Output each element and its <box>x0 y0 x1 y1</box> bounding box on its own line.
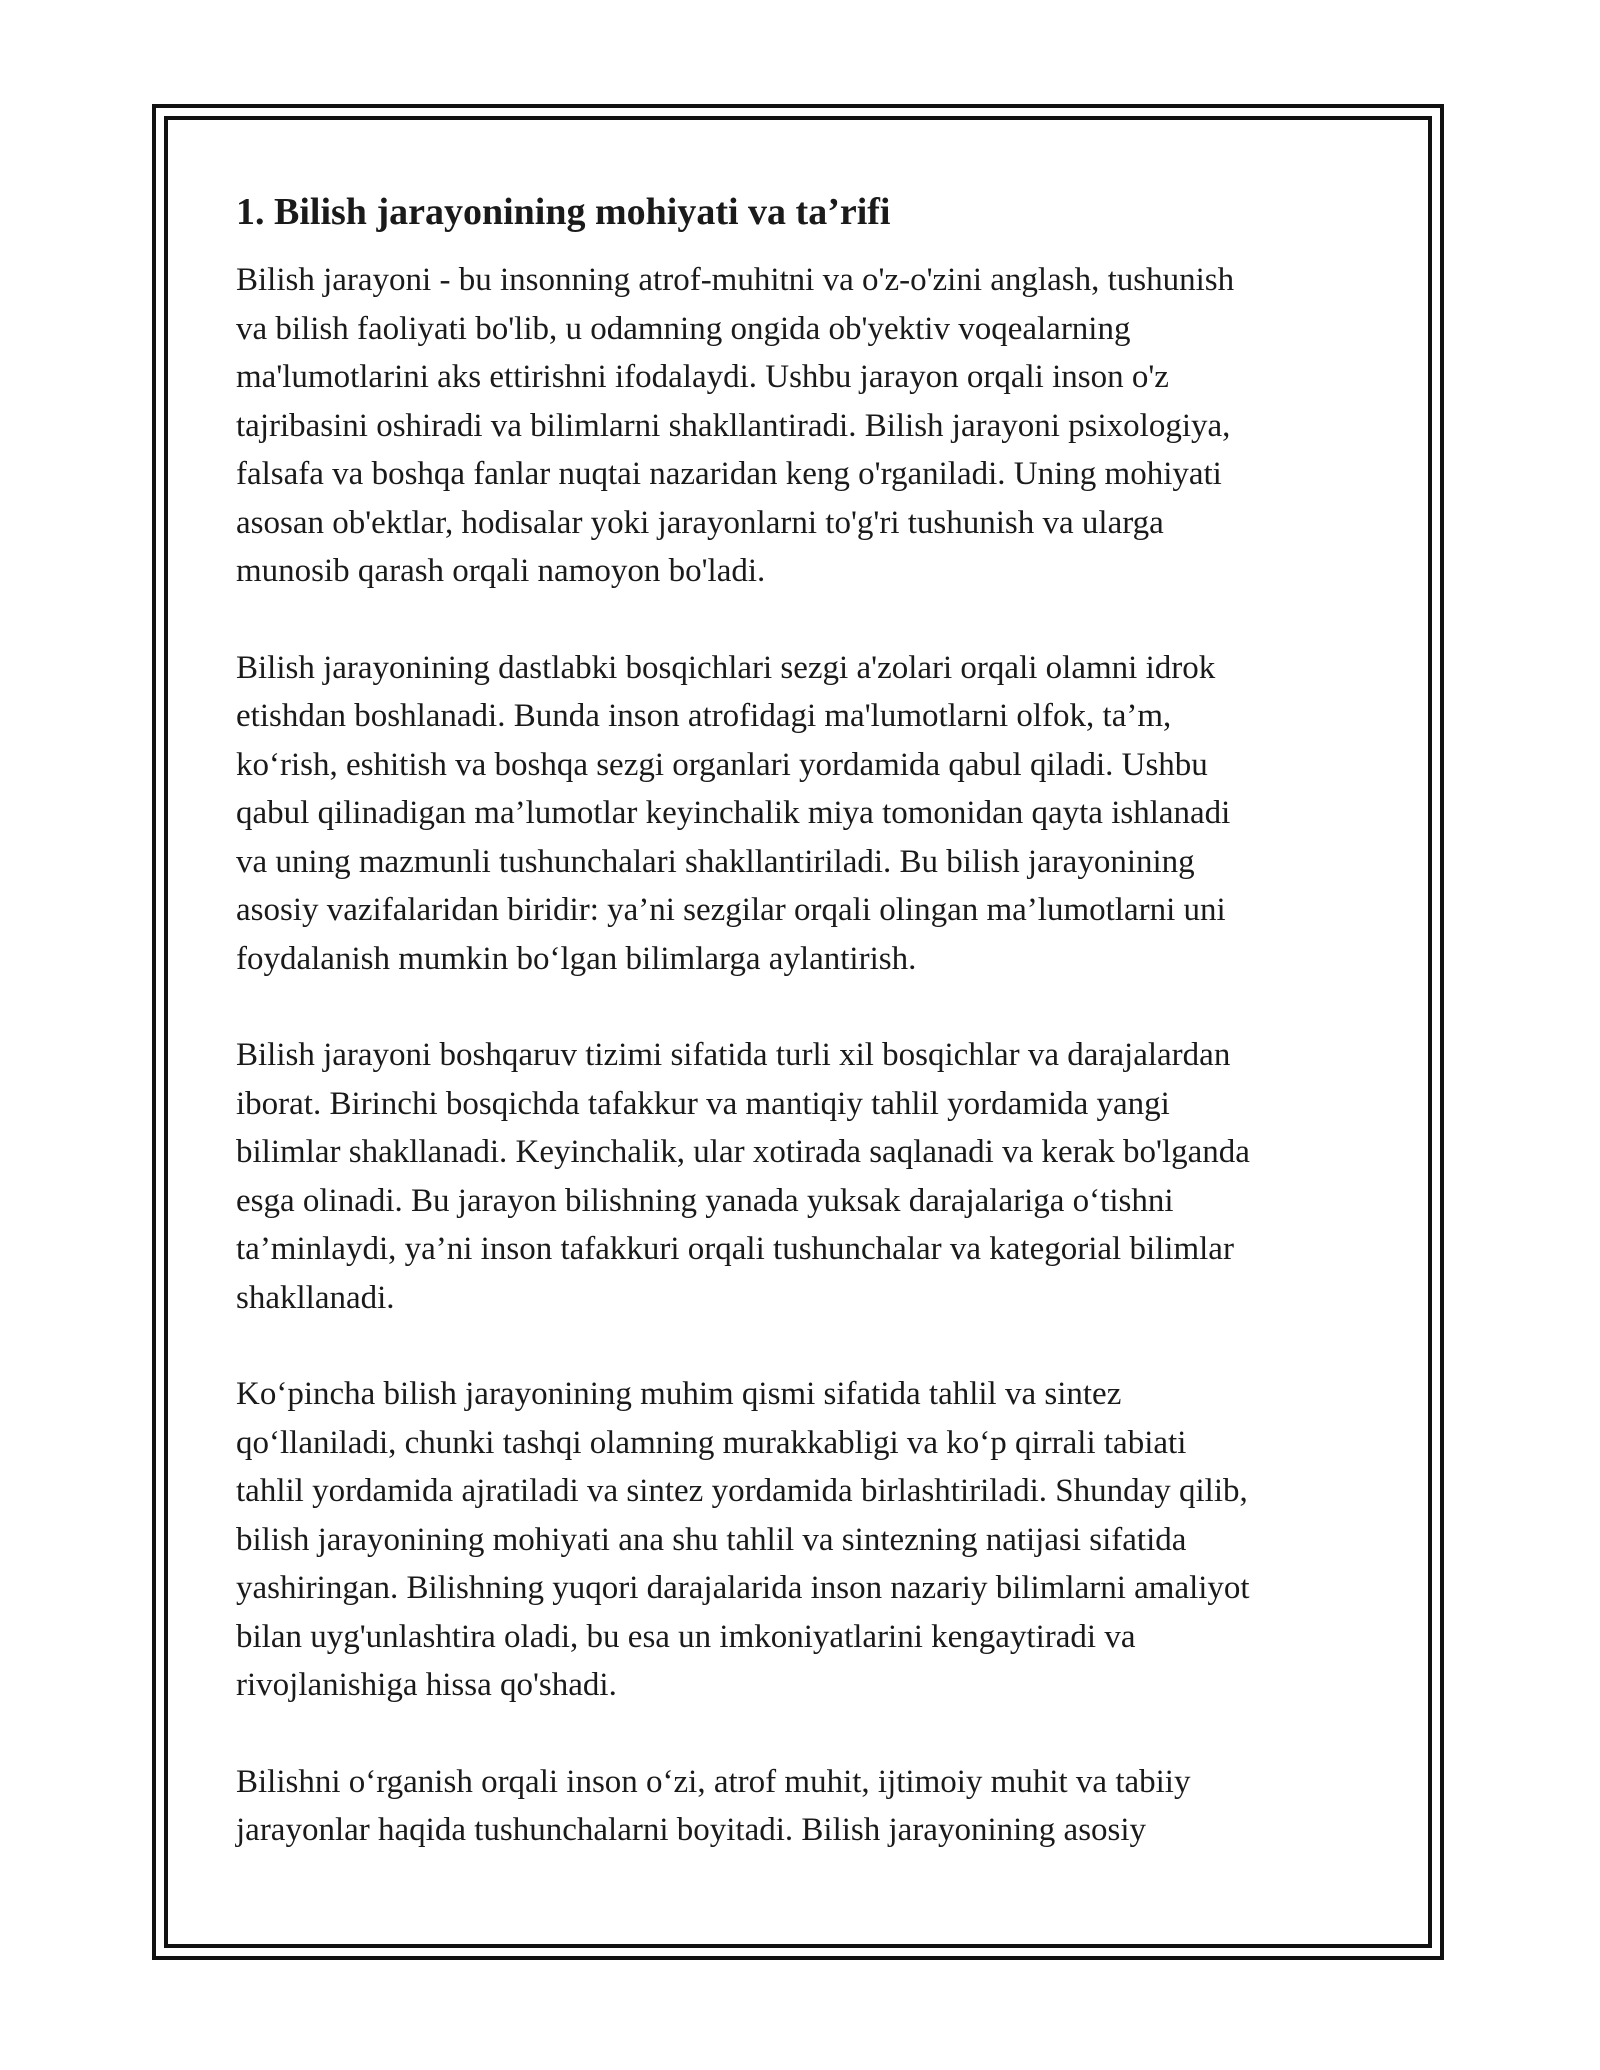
text-line: etishdan boshlanadi. Bunda inson atrofidagi ma'lumotlarni olfok, ta’m, <box>236 698 1172 734</box>
text-line: qabul qilinadigan ma’lumotlar keyinchalik miya tomonidan qayta ishlanadi <box>236 795 1231 831</box>
text-line: Bilish jarayonining dastlabki bosqichlari sezgi a'zolari orqali olamni idrok <box>236 649 1216 686</box>
text-line: asosiy vazifalaridan biridir: ya’ni sezgilar orqali olingan ma’lumotlarni uni <box>236 892 1226 928</box>
text-line: tahlil yordamida ajratiladi va sintez yordamida birlashtiriladi. Shunday qilib, <box>236 1473 1248 1509</box>
paragraph-2 <box>236 644 1366 984</box>
text-line: iborat. Birinchi bosqichda tafakkur va mantiqiy tahlil yordamida yangi <box>236 1085 1170 1122</box>
text-line: va bilish faoliyati bo'lib, u odamning ongida ob'yektiv voqealarning <box>236 310 1131 347</box>
document-body <box>236 186 1366 1903</box>
text-line: esga olinadi. Bu jarayon bilishning yanada yuksak darajalariga o‘tishni <box>236 1182 1174 1219</box>
text-line: ko‘rish, eshitish va boshqa sezgi organlari yordamida qabul qiladi. Ushbu <box>236 746 1208 783</box>
text-line: jarayonlar haqida tushunchalarni boyitadi. Bilish jarayonining asosiy <box>236 1812 1147 1848</box>
text-line: Bilishni o‘rganish orqali inson o‘zi, atrof muhit, ijtimoiy muhit va tabiiy <box>236 1763 1191 1800</box>
text-line: Ko‘pincha bilish jarayonining muhim qismi sifatida tahlil va sintez <box>236 1376 1122 1412</box>
text-line: ta’minlaydi, ya’ni inson tafakkuri orqali tushunchalar va kategorial bilimlar <box>236 1231 1234 1267</box>
text-line: munosib qarash orqali namoyon bo'ladi. <box>236 553 766 589</box>
paragraph-5 <box>236 1758 1366 1855</box>
text-line: bilimlar shakllanadi. Keyinchalik, ular xotirada saqlanadi va kerak bo'lganda <box>236 1134 1250 1170</box>
paragraph-3 <box>236 1031 1366 1322</box>
text-line: bilish jarayonining mohiyati ana shu tahlil va sintezning natijasi sifatida <box>236 1521 1187 1558</box>
text-line: ma'lumotlarini aks ettirishni ifodalaydi. Ushbu jarayon orqali inson o'z <box>236 359 1169 395</box>
text-line: tajribasini oshiradi va bilimlarni shakllantiradi. Bilish jarayoni psixologiya, <box>236 407 1231 444</box>
paragraph-4 <box>236 1370 1366 1710</box>
text-line: asosan ob'ektlar, hodisalar yoki jarayonlarni to'g'ri tushunish va ularga <box>236 504 1164 541</box>
text-line: yashiringan. Bilishning yuqori darajalarida inson nazariy bilimlarni amaliyot <box>236 1570 1250 1606</box>
text-line: Bilish jarayoni boshqaruv tizimi sifatida turli xil bosqichlar va darajalardan <box>236 1037 1231 1073</box>
text-line: falsafa va boshqa fanlar nuqtai nazaridan keng o'rganiladi. Uning mohiyati <box>236 456 1222 492</box>
text-line: Bilish jarayoni - bu insonning atrof-muhitni va o'z-o'zini anglash, tushunish <box>236 262 1235 298</box>
text-line: shakllanadi. <box>236 1279 395 1316</box>
paragraph-1 <box>236 256 1366 596</box>
text-line: qo‘llaniladi, chunki tashqi olamning murakkabligi va ko‘p qirrali tabiati <box>236 1424 1187 1461</box>
text-line: bilan uyg'unlashtira oladi, bu esa un imkoniyatlarini kengaytiradi va <box>236 1618 1136 1655</box>
text-line: rivojlanishiga hissa qo'shadi. <box>236 1667 617 1703</box>
text-line: foydalanish mumkin bo‘lgan bilimlarga aylantirish. <box>236 940 917 977</box>
section-heading: 1. Bilish jarayonining mohiyati va ta’rifi <box>236 191 891 233</box>
text-line: va uning mazmunli tushunchalari shakllantiriladi. Bu bilish jarayonining <box>236 843 1195 880</box>
